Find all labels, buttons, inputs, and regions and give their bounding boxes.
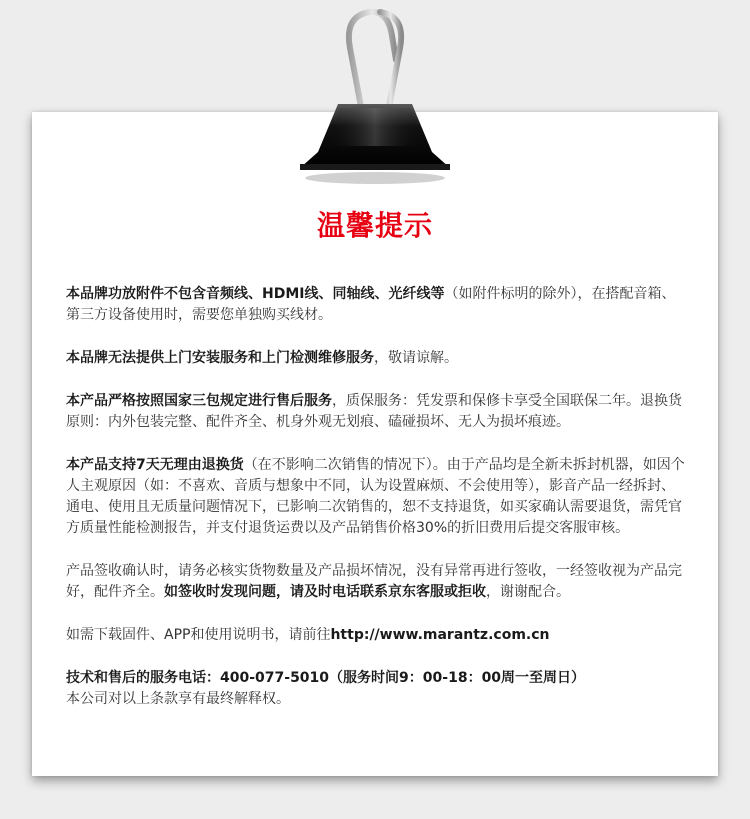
notice-returns [66, 455, 686, 539]
notice-installation-text: ，敬请谅解。 [374, 350, 458, 366]
notice-receipt [66, 561, 686, 603]
service-phone-label: 技术和售后的服务电话： [66, 670, 220, 686]
notice-returns-text: （在不影响二次销售的情况下）。由于产品均是全新未拆封机器，如因个人主观原因（如：不喜欢、音质与想象中不同，认为设置麻烦、不会使用等），影音产品一经拆封、通电、使用且无质量问题情况下，已影响二次销售的，恕不支持退货，如买家确认需要退货，需凭官方质量性能检测报告，并支付退货运费以及产品销售价格30%的折旧费用后提交客服审核。 [66, 457, 685, 536]
notice-service [66, 668, 686, 710]
notice-accessories-text: （如附件标明的除外），在搭配音箱、第三方设备使用时，需要您单独购买线材。 [66, 286, 676, 323]
notice-accessories [66, 284, 686, 326]
notice-receipt-text: 产品签收确认时，请务必核实货物数量及产品损坏情况，没有异常再进行签收，一经签收视为产品完好，配件齐全。 [66, 563, 682, 600]
notice-content [66, 284, 686, 732]
notice-installation [66, 348, 686, 369]
disclaimer-text: 本公司对以上条款享有最终解释权。 [66, 691, 290, 707]
notice-warranty [66, 391, 686, 433]
notice-receipt-bold: 如签收时发现问题，请及时电话联系京东客服或拒收 [164, 584, 486, 600]
page-title: 温馨提示 [316, 209, 433, 242]
binder-clip-icon [300, 0, 450, 190]
notice-installation-bold: 本品牌无法提供上门安装服务和上门检测维修服务 [66, 350, 374, 366]
notice-warranty-text: ，质保服务：凭发票和保修卡享受全国联保二年。退换货原则：内外包装完整、配件齐全、机身外观无划痕、磕碰损坏、无人为损坏痕迹。 [66, 393, 682, 430]
notice-receipt-text2: ，谢谢配合。 [486, 584, 570, 600]
download-link[interactable]: http://www.marantz.com.cn [330, 627, 550, 643]
notice-accessories-bold: 本品牌功放附件不包含音频线、HDMI线、同轴线、光纤线等 [66, 286, 445, 302]
notice-returns-bold: 本产品支持7天无理由退换货 [66, 457, 244, 473]
notice-warranty-bold: 本产品严格按照国家三包规定进行售后服务 [66, 393, 332, 409]
notice-download [66, 625, 686, 646]
service-phone-number[interactable]: 400-077-5010 [220, 670, 330, 686]
service-hours: （服务时间9：00-18：00周一至周日） [329, 670, 586, 686]
notice-download-text: 如需下载固件、APP和使用说明书，请前往 [66, 627, 331, 643]
